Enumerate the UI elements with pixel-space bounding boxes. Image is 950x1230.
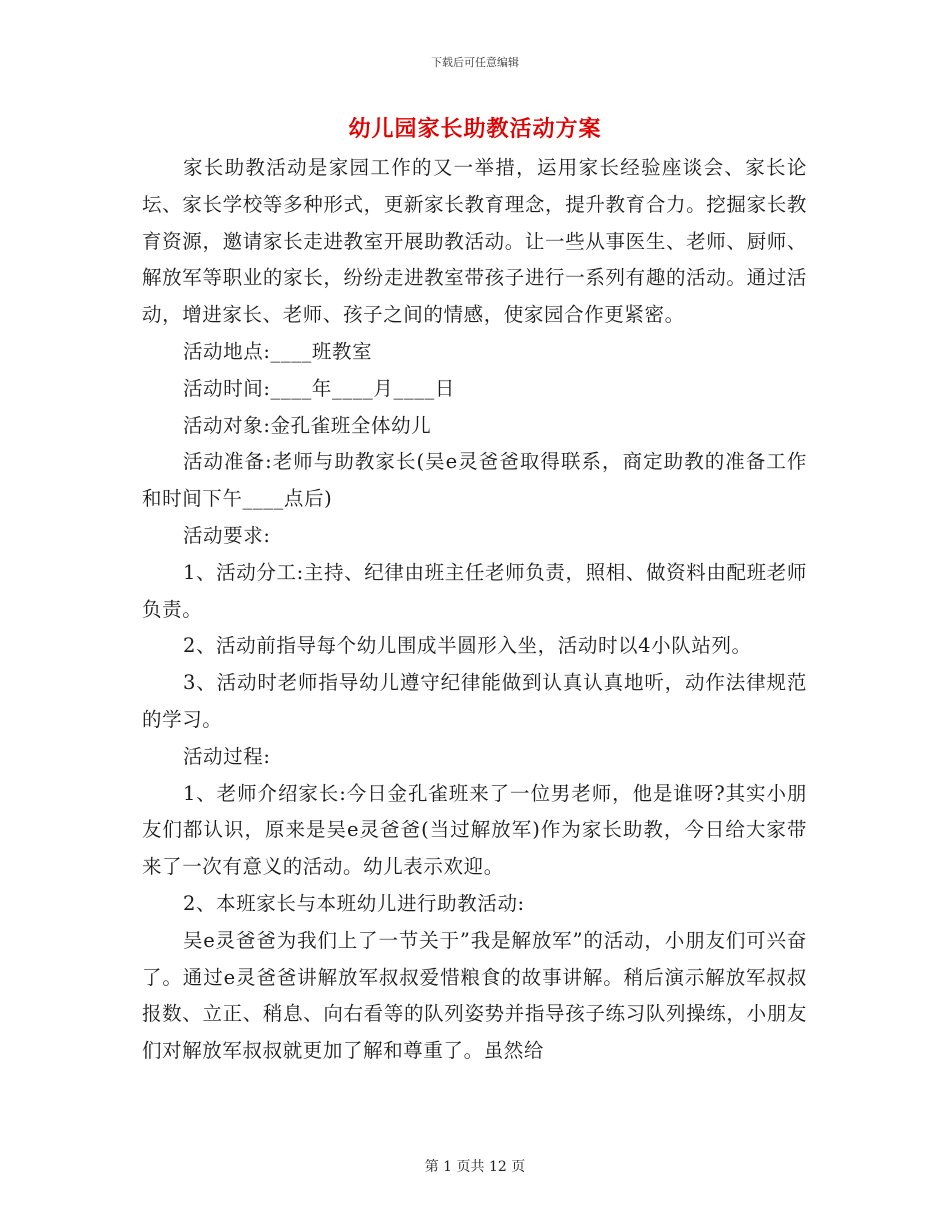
process-item-2: 2、本班家长与本班幼儿进行助教活动:	[182, 891, 525, 915]
activity-target: 活动对象:金孔雀班全体幼儿	[182, 413, 432, 437]
document-title: 幼儿园家长助教活动方案	[348, 116, 602, 142]
activity-requirements-heading: 活动要求:	[182, 523, 271, 547]
activity-process-heading: 活动过程:	[182, 744, 271, 768]
process-detail-paragraph: 吴e灵爸爸为我们上了一节关于”我是解放军”的活动，小朋友们可兴奋了。通过e灵爸爸讲解放军叔叔爱惜粮食的故事讲解。稍后演示解放军叔叔报数、立正、稍息、向右看等的队列姿势并指导孩子练习队列操练，小朋友们对解放军叔叔就更加了解和尊重了。虽然给	[142, 928, 807, 1063]
requirement-item-2: 2、活动前指导每个幼儿围成半圆形入坐，活动时以4小队站列。	[182, 634, 752, 658]
page-header-note: 下载后可任意编辑	[431, 56, 519, 69]
intro-paragraph: 家长助教活动是家园工作的又一举措，运用家长经验座谈会、家长论坛、家长学校等多种形式，更新家长教育理念，提升教育合力。挖掘家长教育资源，邀请家长走进教室开展助教活动。让一些从事医生、老师、厨师、解放军等职业的家长，纷纷走进教室带孩子进行一系列有趣的活动。通过活动，增进家长、老师、孩子之间的情感，使家园合作更紧密。	[142, 156, 807, 327]
document-body	[142, 150, 807, 1070]
requirement-item-3: 3、活动时老师指导幼儿遵守纪律能做到认真认真地听，动作法律规范的学习。	[142, 671, 807, 731]
activity-location: 活动地点:____班教室	[182, 339, 373, 363]
requirement-item-1: 1、活动分工:主持、纪律由班主任老师负责，照相、做资料由配班老师负责。	[142, 560, 807, 621]
activity-preparation: 活动准备:老师与助教家长(吴e灵爸爸取得联系，商定助教的准备工作和时间下午____点后)	[142, 450, 807, 511]
process-item-1: 1、老师介绍家长:今日金孔雀班来了一位男老师，他是谁呀?其实小朋友们都认识，原来是吴e灵爸爸(当过解放军)作为家长助教，今日给大家带来了一次有意义的活动。幼儿表示欢迎。	[142, 781, 807, 879]
page-number-footer: 第 1 页共 12 页	[424, 1159, 526, 1175]
activity-time: 活动时间:____年____月____日	[182, 376, 456, 400]
